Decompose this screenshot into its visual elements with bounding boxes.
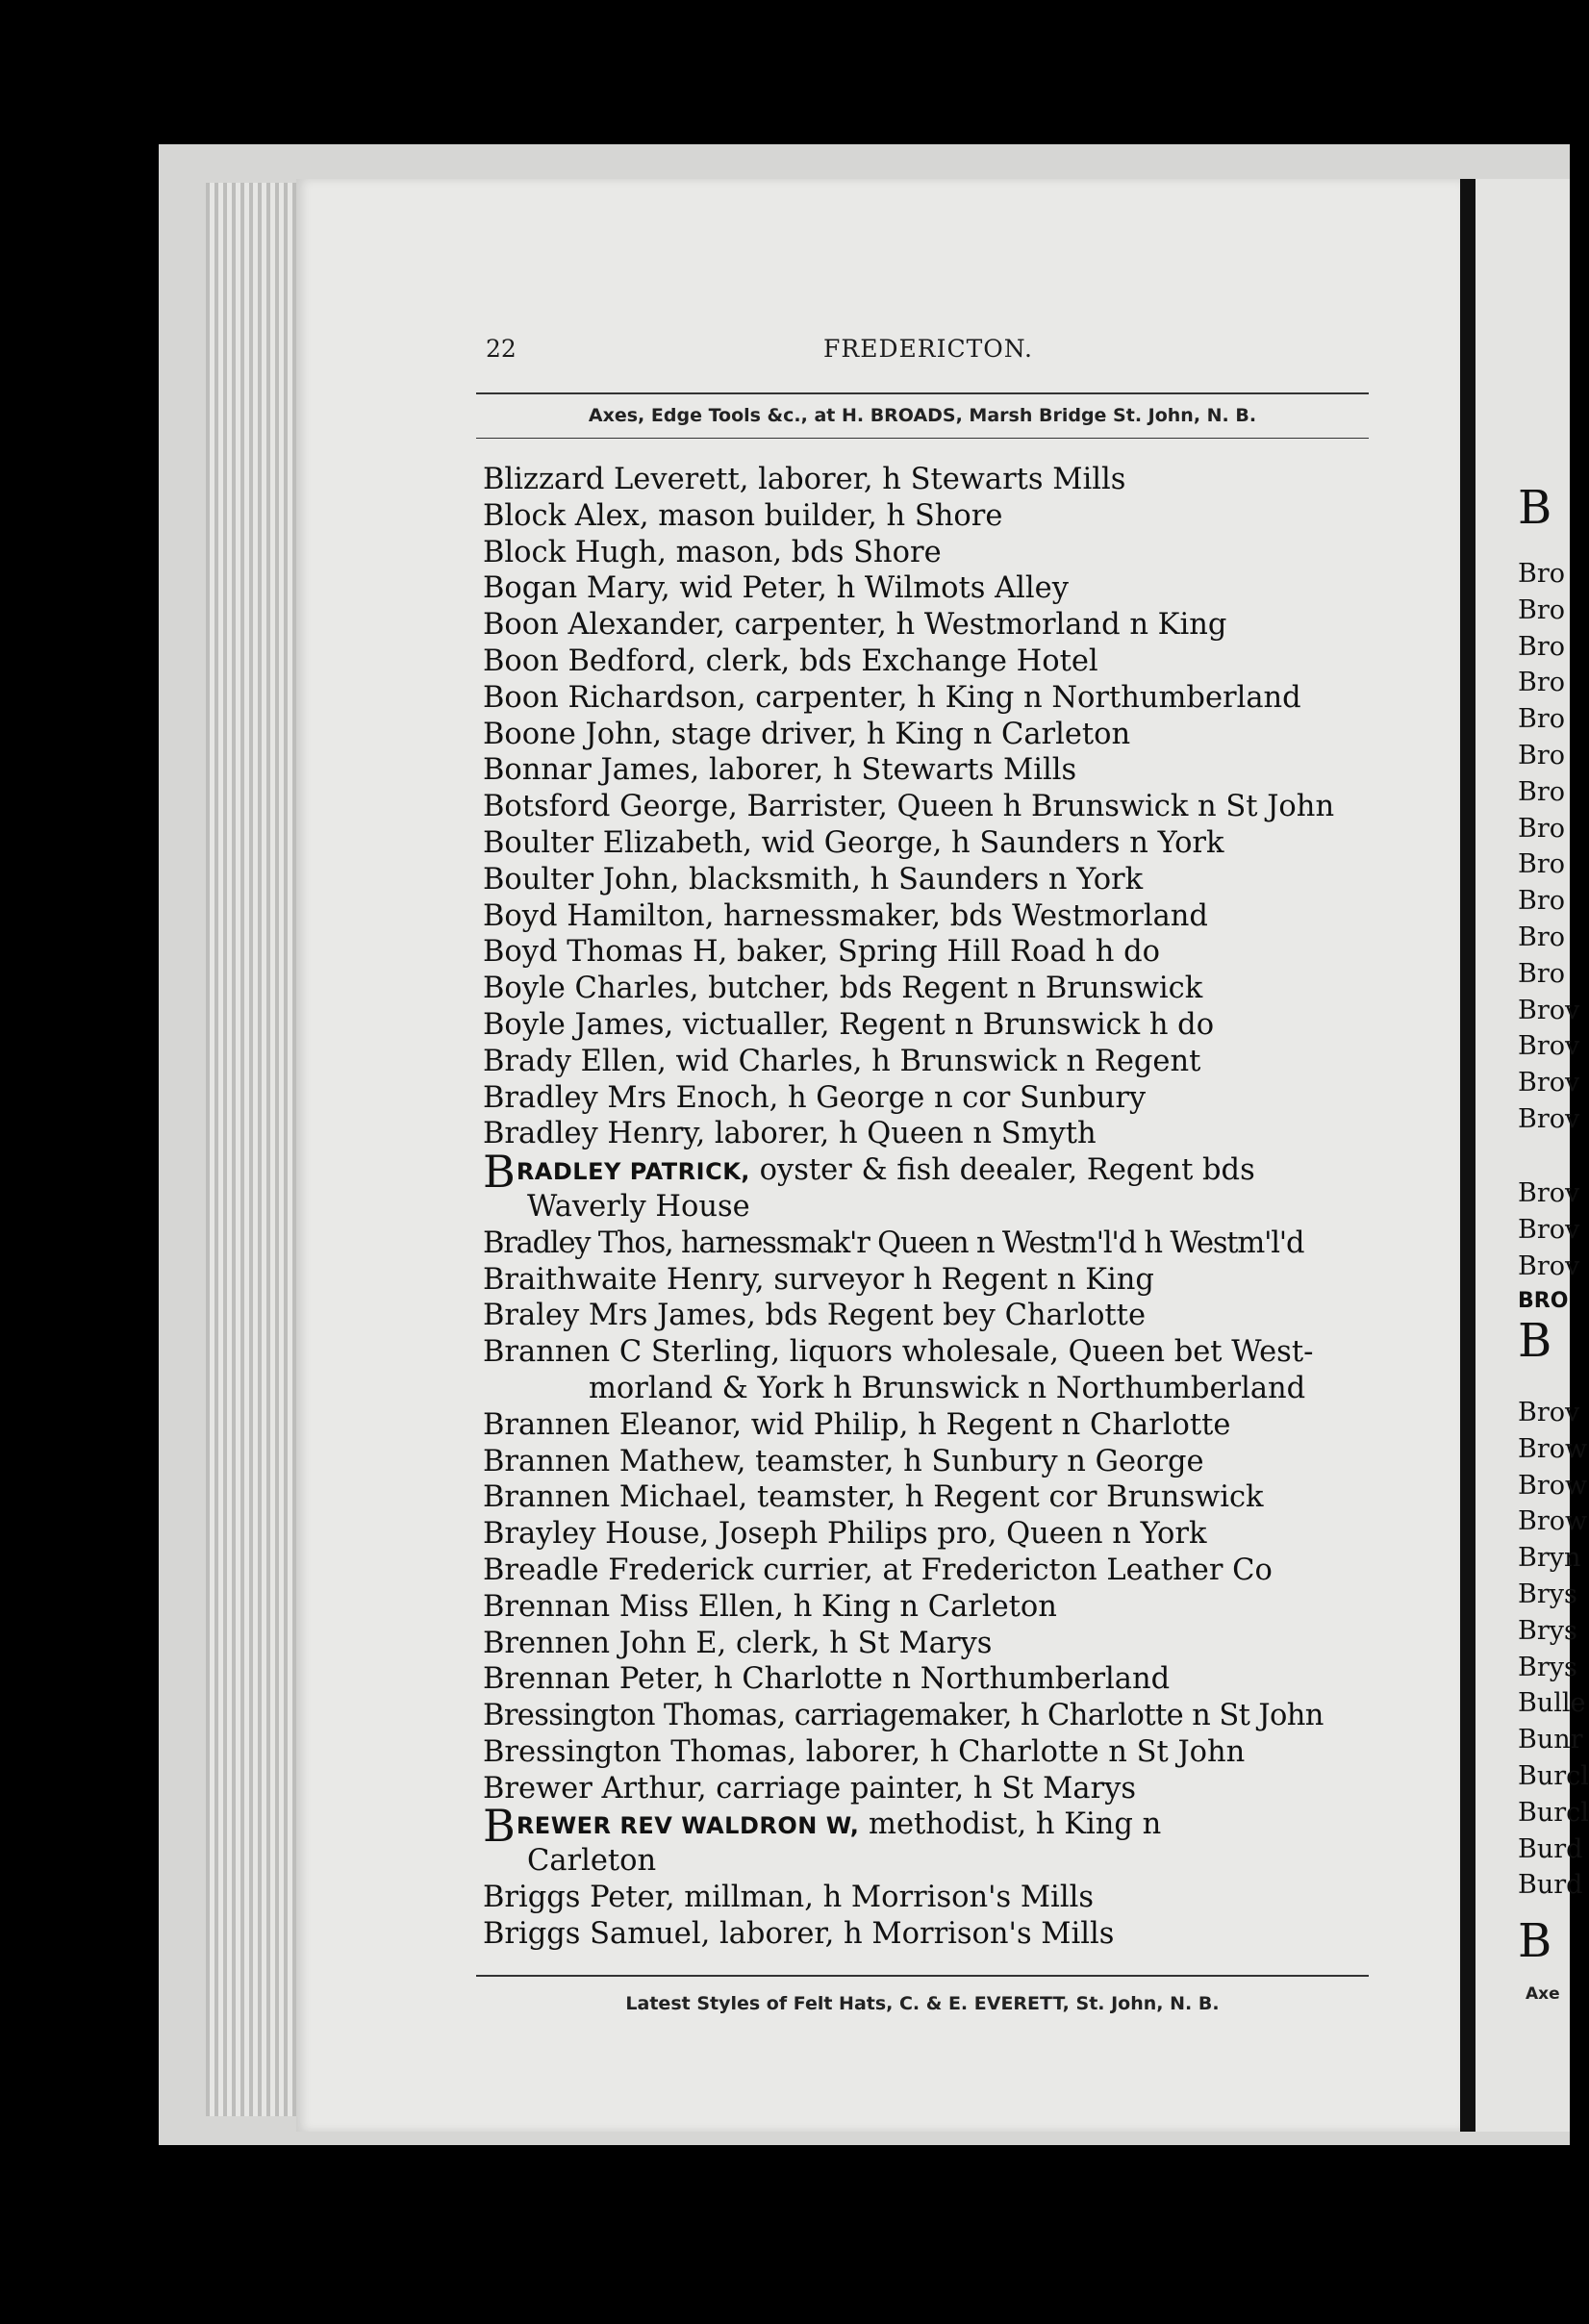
- facing-fragment: Brov: [1518, 1214, 1580, 1245]
- directory-entry: Boone John, stage driver, h King n Carleton: [483, 717, 1131, 751]
- directory-entry: Bressington Thomas, laborer, h Charlotte n St John: [483, 1734, 1246, 1769]
- footer-rule: [476, 1975, 1369, 1977]
- drop-cap: B: [483, 1146, 516, 1199]
- directory-entry: Brewer Arthur, carriage painter, h St Marys: [483, 1771, 1136, 1806]
- facing-page-column-c: [1518, 1395, 1589, 1904]
- directory-entry: Brayley House, Joseph Philips pro, Queen n York: [483, 1517, 1207, 1552]
- facing-fragment: Brov: [1518, 1068, 1580, 1099]
- facing-fragment: Burcl: [1518, 1797, 1589, 1828]
- facing-page-column-a: [1518, 556, 1579, 1138]
- facing-page-footer: Axe: [1526, 1984, 1560, 2004]
- page-edges: [206, 183, 302, 2116]
- facing-fragment: Brov: [1518, 1250, 1580, 1281]
- directory-entry: Brady Ellen, wid Charles, h Brunswick n Regent: [483, 1044, 1201, 1078]
- facing-fragment: Bro: [1518, 776, 1566, 807]
- directory-entry: Boyd Hamilton, harnessmaker, bds Westmorland: [483, 898, 1208, 933]
- directory-entry: Bressington Thomas, carriagemaker, h Charlotte n St John: [483, 1699, 1324, 1733]
- facing-fragment: Bro: [1518, 849, 1566, 880]
- facing-fragment: Brys: [1518, 1652, 1577, 1682]
- directory-entry: Blizzard Leverett, laborer, h Stewarts Mills: [483, 463, 1126, 496]
- facing-fragment: Bro: [1518, 922, 1566, 952]
- top-advertisement: Axes, Edge Tools &c., at H. BROADS, Marsh Bridge St. John, N. B.: [588, 405, 1257, 426]
- entry-continuation: morland & York h Brunswick n Northumberland: [589, 1371, 1306, 1405]
- directory-entry: Boulter Elizabeth, wid George, h Saunders n York: [483, 825, 1224, 860]
- facing-page-column-b: [1518, 1175, 1579, 1284]
- drop-cap: B: [483, 1800, 516, 1853]
- directory-entry: Boulter John, blacksmith, h Saunders n York: [483, 862, 1144, 897]
- facing-page-initial: B: [1518, 1914, 1552, 1968]
- display-entry-brewer-waldron: [483, 1800, 1377, 1853]
- directory-entry: Brennan Miss Ellen, h King n Carleton: [483, 1589, 1057, 1624]
- facing-fragment: Brov: [1518, 1103, 1580, 1134]
- facing-page-initial: B: [1518, 1314, 1552, 1368]
- facing-fragment: Brow: [1518, 1470, 1588, 1501]
- directory-entry: Briggs Samuel, laborer, h Morrison's Mills: [483, 1916, 1115, 1951]
- facing-fragment: Bryn: [1518, 1543, 1581, 1574]
- facing-fragment: Bro: [1518, 631, 1566, 662]
- directory-entry: Brannen Eleanor, wid Philip, h Regent n Charlotte: [483, 1407, 1231, 1442]
- facing-fragment: Brov: [1518, 1398, 1580, 1427]
- running-title: FREDERICTON.: [823, 335, 1033, 363]
- directory-entry: Bogan Mary, wid Peter, h Wilmots Alley: [483, 571, 1069, 606]
- directory-entry: Boyle James, victualler, Regent n Brunswick h do: [483, 1007, 1215, 1042]
- facing-fragment: Bro: [1518, 813, 1566, 844]
- directory-entry: Block Alex, mason builder, h Shore: [483, 498, 1003, 533]
- entry-name-caps: RADLEY PATRICK,: [516, 1158, 750, 1186]
- facing-fragment: Bunr: [1518, 1725, 1583, 1756]
- facing-fragment: Bro: [1518, 740, 1566, 770]
- facing-fragment: Brys: [1518, 1615, 1577, 1646]
- entry-continuation: Waverly House: [527, 1189, 750, 1224]
- facing-fragment: Bro: [1518, 559, 1566, 589]
- directory-entry: Brannen Michael, teamster, h Regent cor Brunswick: [483, 1480, 1264, 1515]
- directory-entry: Bradley Thos, harnessmak'r Queen n Westm'l'd h Westm'l'd: [483, 1225, 1304, 1260]
- header-rule: [476, 392, 1369, 394]
- directory-entry: Boon Alexander, carpenter, h Westmorland n King: [483, 608, 1227, 643]
- facing-fragment: Bro: [1518, 594, 1566, 625]
- facing-fragment: Brow: [1518, 1506, 1588, 1537]
- directory-entry: Bradley Mrs Enoch, h George n cor Sunbury: [483, 1080, 1147, 1115]
- directory-entry: Brannen Mathew, teamster, h Sunbury n George: [483, 1444, 1204, 1478]
- ad-rule: [476, 438, 1369, 439]
- facing-fragment: Burcl: [1518, 1760, 1589, 1791]
- entry-details: methodist, h King n: [859, 1807, 1162, 1842]
- facing-fragment: Bro: [1518, 886, 1566, 917]
- directory-entry: Brennan Peter, h Charlotte n Northumberland: [483, 1662, 1171, 1697]
- directory-entry: Bradley Henry, laborer, h Queen n Smyth: [483, 1117, 1097, 1151]
- directory-entry: Breadle Frederick currier, at Fredericton Leather Co: [483, 1553, 1273, 1587]
- directory-entry: Braithwaite Henry, surveyor h Regent n King: [483, 1262, 1154, 1297]
- bottom-advertisement: Latest Styles of Felt Hats, C. & E. EVERETT, St. John, N. B.: [625, 1993, 1220, 2014]
- directory-entry: Brannen C Sterling, liquors wholesale, Queen bet West-: [483, 1335, 1314, 1370]
- facing-fragment: Bro: [1518, 668, 1566, 698]
- directory-entries: [483, 462, 1377, 1953]
- facing-fragment: Burd: [1518, 1833, 1583, 1864]
- entry-details: oyster & fish deealer, Regent bds: [749, 1153, 1255, 1188]
- facing-fragment: Burd: [1518, 1870, 1583, 1901]
- directory-entry: Boyd Thomas H, baker, Spring Hill Road h do: [483, 935, 1161, 970]
- entry-continuation: Carleton: [527, 1844, 657, 1879]
- facing-fragment: Brov: [1518, 1031, 1580, 1062]
- book-gutter: [1460, 179, 1476, 2132]
- facing-fragment: Bro: [1518, 704, 1566, 735]
- facing-page-caps: BRO: [1518, 1289, 1569, 1313]
- facing-fragment: Brov: [1518, 995, 1580, 1025]
- facing-fragment: Brov: [1518, 1178, 1580, 1208]
- directory-entry: Braley Mrs James, bds Regent bey Charlotte: [483, 1299, 1146, 1333]
- facing-fragment: Brow: [1518, 1433, 1588, 1464]
- directory-entry: Boon Richardson, carpenter, h King n Northumberland: [483, 680, 1301, 715]
- facing-fragment: Bro: [1518, 958, 1566, 989]
- facing-fragment: Bulle: [1518, 1688, 1586, 1719]
- directory-entry: Boyle Charles, butcher, bds Regent n Brunswick: [483, 972, 1203, 1006]
- page-header: [486, 335, 1371, 373]
- entry-name-caps: REWER REV WALDRON W,: [516, 1812, 860, 1840]
- directory-entry: Brennen John E, clerk, h St Marys: [483, 1626, 993, 1660]
- directory-entry: Briggs Peter, millman, h Morrison's Mills: [483, 1881, 1094, 1915]
- facing-page-initial: B: [1518, 481, 1552, 535]
- display-entry-bradley-patrick: [483, 1146, 1377, 1199]
- page-number: 22: [486, 335, 517, 363]
- facing-fragment: Brys: [1518, 1579, 1577, 1609]
- directory-entry: Botsford George, Barrister, Queen h Brunswick n St John: [483, 790, 1335, 824]
- directory-entry: Block Hugh, mason, bds Shore: [483, 535, 942, 569]
- directory-entry: Bonnar James, laborer, h Stewarts Mills: [483, 753, 1077, 788]
- directory-entry: Boon Bedford, clerk, bds Exchange Hotel: [483, 644, 1098, 678]
